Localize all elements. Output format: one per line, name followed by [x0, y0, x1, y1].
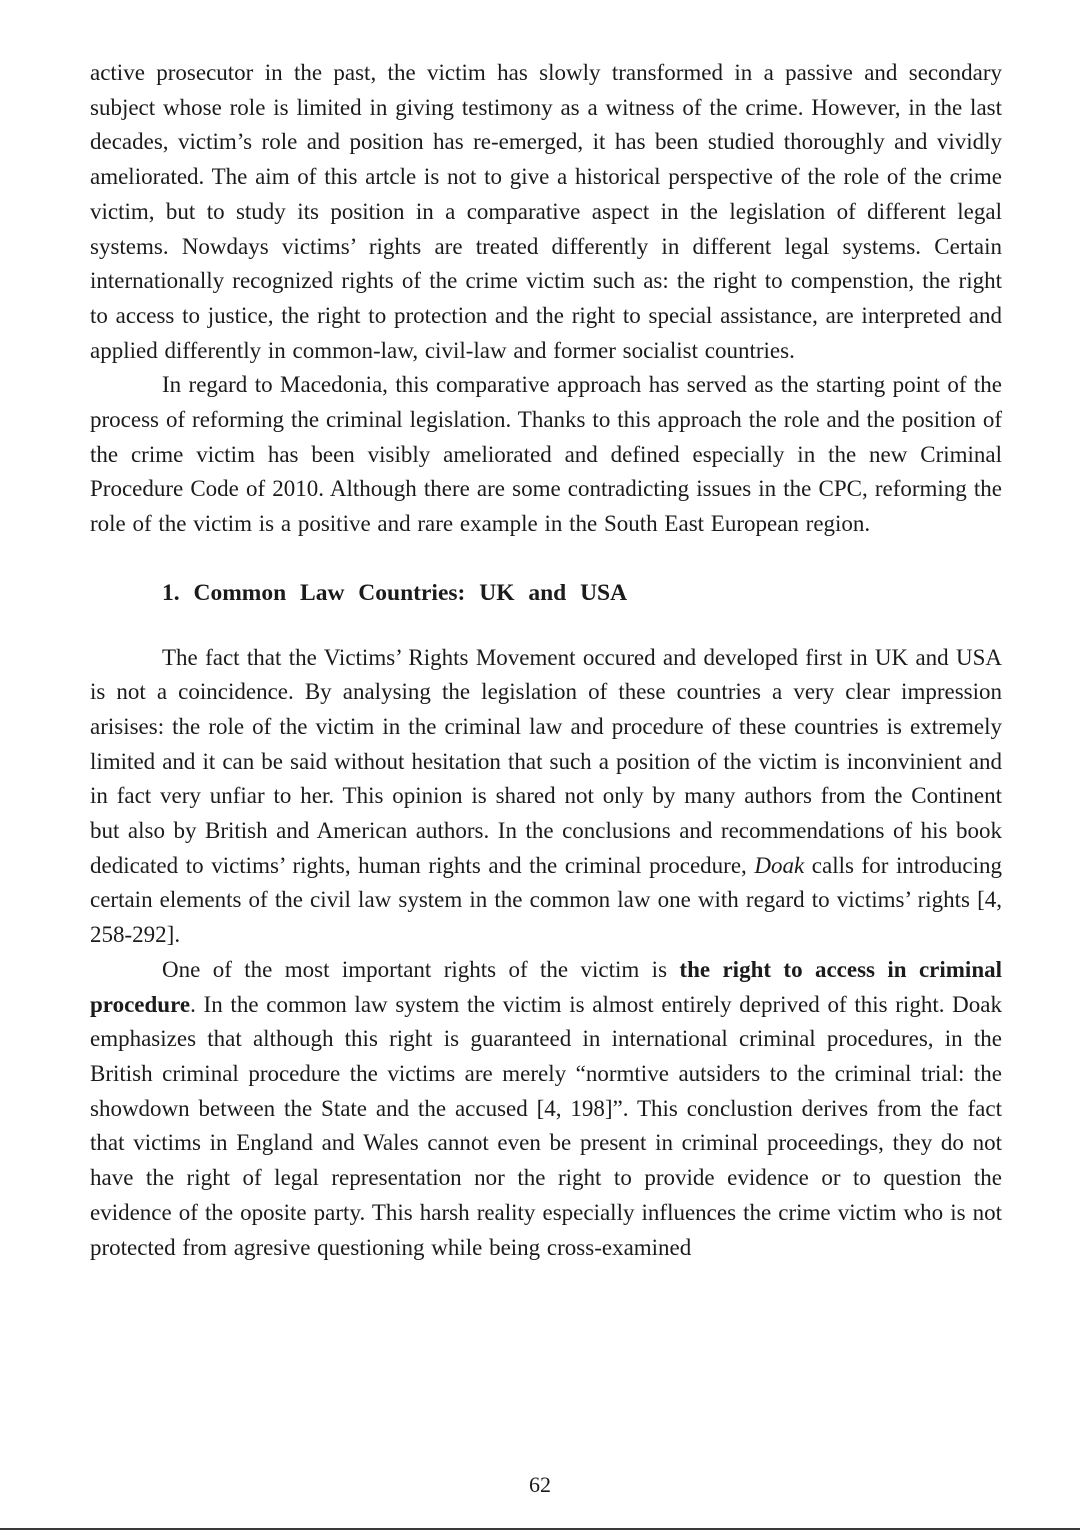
paragraph-common-law [90, 641, 1002, 953]
bold-phrase-right-to-access: the right to access in criminal procedure [90, 956, 1002, 1017]
paragraph-macedonia: In regard to Macedonia, this comparative approach has served as the starting point of the process of reforming the criminal legislation. Thanks to this approach the role and the position of the crime victim has been visibly ameliorated and defined especially in the new Criminal Procedure Code of 2010. Although there are some contradicting issues in the CPC, reforming the role of the victim is a positive and rare example in the South East European region. [90, 372, 1002, 537]
text-segment: . In the common law system the victim is almost entirely deprived of this right. Doak emphasizes that although this right is guaranteed in international criminal procedures, in the British criminal procedure the victims are merely “normtive autsiders to the criminal trial: the showdown between the State and the accused [4, 198]”. This conclustion derives from the fact that victims in England and Wales cannot even be present in criminal proceedings, they do not have the right of legal representation nor the right to provide evidence or to question the evidence of the oposite party. This harsh reality especially influences the crime victim who is not protected from agresive questioning while being cross-examined [90, 991, 1002, 1260]
paragraph-right-to-access [90, 953, 1002, 1265]
text-segment: The fact that the Victims’ Rights Movement occured and developed first in UK and USA is not a coincidence. By analysing the legislation of these countries a very clear impression arisises: the role of the victim in the criminal law and procedure of these countries is extremely limited and it can be said without hesitation that such a position of the victim is inconvinient and in fact very unfiar to her. This opinion is shared not only by many authors from the Continent but also by British and American authors. In the conclusions and recommendations of his book dedicated to victims’ rights, human rights and the criminal procedure, [90, 644, 1002, 878]
text-segment: One of the most important rights of the victim is [162, 956, 680, 982]
page-number: 62 [529, 1472, 551, 1497]
article-body [90, 56, 1002, 1265]
paragraph-intro: active prosecutor in the past, the victim has slowly transformed in a passive and secondary subject whose role is limited in giving testimony as a witness of the crime. However, in the last decades, victim’s role and position has re-emerged, it has been studied thoroughly and vividly ameliorated. The aim of this artcle is not to give a historical perspective of the role of the crime victim, but to study its position in a comparative aspect in the legislation of different legal systems. Nowdays victims’ rights are treated differently in different legal systems. Certain internationally recognized rights of the crime victim such as: the right to compenstion, the right to access to justice, the right to protection and the right to special assistance, are interpreted and applied differently in common-law, civil-law and former socialist countries. [90, 60, 1002, 363]
author-name-doak: Doak [754, 852, 805, 878]
text-segment: calls for introducing certain elements of the civil law system in the common law one with regard to victims’ rights [4, 258-292]. [90, 852, 1002, 948]
section-heading: 1. Common Law Countries: UK and USA [162, 579, 628, 606]
